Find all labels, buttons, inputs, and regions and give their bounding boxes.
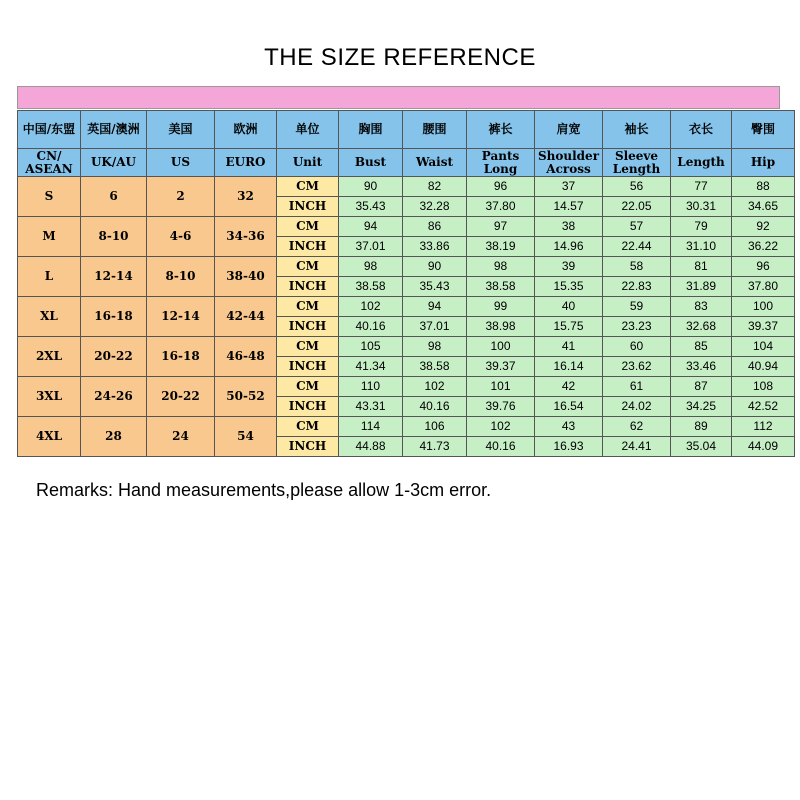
measurement-cell: 44.88	[339, 437, 403, 457]
measurement-cell: 38.19	[467, 237, 535, 257]
measurement-cell: 35.43	[339, 197, 403, 217]
measurement-cell: 37	[535, 177, 603, 197]
measurement-cell: 15.75	[535, 317, 603, 337]
measurement-cell: 23.23	[603, 317, 671, 337]
measurement-cell: 86	[403, 217, 467, 237]
size-uk-cell: 24-26	[81, 377, 147, 417]
measurement-cell: 36.22	[732, 237, 795, 257]
measurement-cell: 39.76	[467, 397, 535, 417]
header-row-cn	[18, 111, 795, 149]
size-uk-cell: 28	[81, 417, 147, 457]
size-uk-cell: 20-22	[81, 337, 147, 377]
measurement-cell: 59	[603, 297, 671, 317]
table-row	[18, 217, 795, 237]
header-cell: Pants Long	[467, 149, 535, 177]
measurement-cell: 102	[403, 377, 467, 397]
size-cn-cell: 2XL	[18, 337, 81, 377]
measurement-cell: 39.37	[732, 317, 795, 337]
measurement-cell: 22.44	[603, 237, 671, 257]
table-row	[18, 257, 795, 277]
header-cell: 袖长	[603, 111, 671, 149]
measurement-cell: 22.05	[603, 197, 671, 217]
page-title: THE SIZE REFERENCE	[264, 44, 536, 71]
size-us-cell: 8-10	[147, 257, 215, 297]
measurement-cell: 24.41	[603, 437, 671, 457]
header-cell: 英国/澳洲	[81, 111, 147, 149]
measurement-cell: 90	[403, 257, 467, 277]
measurement-cell: 44.09	[732, 437, 795, 457]
header-cell: Waist	[403, 149, 467, 177]
measurement-cell: 22.83	[603, 277, 671, 297]
size-us-cell: 4-6	[147, 217, 215, 257]
measurement-cell: 81	[671, 257, 732, 277]
measurement-cell: 77	[671, 177, 732, 197]
size-uk-cell: 8-10	[81, 217, 147, 257]
remarks-text: Remarks: Hand measurements,please allow 1-3cm error.	[36, 480, 492, 500]
measurement-cell: 62	[603, 417, 671, 437]
measurement-cell: 104	[732, 337, 795, 357]
size-euro-cell: 34-36	[215, 217, 277, 257]
measurement-cell: 40.94	[732, 357, 795, 377]
measurement-cell: 90	[339, 177, 403, 197]
measurement-cell: 100	[732, 297, 795, 317]
size-cn-cell: 4XL	[18, 417, 81, 457]
measurement-cell: 41.73	[403, 437, 467, 457]
measurement-cell: 97	[467, 217, 535, 237]
unit-cell: INCH	[277, 277, 339, 297]
header-cell: Unit	[277, 149, 339, 177]
measurement-cell: 94	[339, 217, 403, 237]
table-row	[18, 417, 795, 437]
size-cn-cell: M	[18, 217, 81, 257]
measurement-cell: 96	[732, 257, 795, 277]
measurement-cell: 94	[403, 297, 467, 317]
measurement-cell: 40.16	[339, 317, 403, 337]
size-us-cell: 24	[147, 417, 215, 457]
header-cell: CN/ ASEAN	[18, 149, 81, 177]
measurement-cell: 61	[603, 377, 671, 397]
size-cn-cell: L	[18, 257, 81, 297]
table-row	[18, 337, 795, 357]
measurement-cell: 60	[603, 337, 671, 357]
measurement-cell: 38.98	[467, 317, 535, 337]
size-euro-cell: 42-44	[215, 297, 277, 337]
header-cell: 衣长	[671, 111, 732, 149]
measurement-cell: 41.34	[339, 357, 403, 377]
header-cell: US	[147, 149, 215, 177]
unit-cell: CM	[277, 217, 339, 237]
size-us-cell: 2	[147, 177, 215, 217]
measurement-cell: 88	[732, 177, 795, 197]
measurement-cell: 37.01	[403, 317, 467, 337]
measurement-cell: 14.96	[535, 237, 603, 257]
size-uk-cell: 6	[81, 177, 147, 217]
measurement-cell: 98	[467, 257, 535, 277]
measurement-cell: 42.52	[732, 397, 795, 417]
measurement-cell: 79	[671, 217, 732, 237]
measurement-cell: 38	[535, 217, 603, 237]
measurement-cell: 14.57	[535, 197, 603, 217]
size-table	[17, 110, 795, 457]
measurement-cell: 112	[732, 417, 795, 437]
measurement-cell: 37.01	[339, 237, 403, 257]
measurement-cell: 101	[467, 377, 535, 397]
measurement-cell: 16.93	[535, 437, 603, 457]
header-cell: 胸围	[339, 111, 403, 149]
unit-cell: CM	[277, 417, 339, 437]
measurement-cell: 40.16	[403, 397, 467, 417]
header-cell: 肩宽	[535, 111, 603, 149]
unit-cell: CM	[277, 257, 339, 277]
measurement-cell: 32.28	[403, 197, 467, 217]
size-cn-cell: 3XL	[18, 377, 81, 417]
header-cell: 单位	[277, 111, 339, 149]
measurement-cell: 42	[535, 377, 603, 397]
size-uk-cell: 12-14	[81, 257, 147, 297]
measurement-cell: 35.43	[403, 277, 467, 297]
measurement-cell: 15.35	[535, 277, 603, 297]
header-row-en	[18, 149, 795, 177]
measurement-cell: 83	[671, 297, 732, 317]
measurement-cell: 85	[671, 337, 732, 357]
header-cell: 裤长	[467, 111, 535, 149]
measurement-cell: 98	[339, 257, 403, 277]
measurement-cell: 98	[403, 337, 467, 357]
unit-cell: CM	[277, 377, 339, 397]
header-cell: Length	[671, 149, 732, 177]
measurement-cell: 16.54	[535, 397, 603, 417]
measurement-cell: 102	[467, 417, 535, 437]
header-cell: 臀围	[732, 111, 795, 149]
measurement-cell: 82	[403, 177, 467, 197]
measurement-cell: 100	[467, 337, 535, 357]
measurement-cell: 33.46	[671, 357, 732, 377]
size-us-cell: 16-18	[147, 337, 215, 377]
measurement-cell: 99	[467, 297, 535, 317]
measurement-cell: 89	[671, 417, 732, 437]
table-row	[18, 297, 795, 317]
measurement-cell: 32.68	[671, 317, 732, 337]
measurement-cell: 108	[732, 377, 795, 397]
measurement-cell: 31.10	[671, 237, 732, 257]
size-uk-cell: 16-18	[81, 297, 147, 337]
header-cell: UK/AU	[81, 149, 147, 177]
size-euro-cell: 32	[215, 177, 277, 217]
header-color-bar	[17, 86, 780, 109]
header-cell: 腰围	[403, 111, 467, 149]
header-cell: Sleeve Length	[603, 149, 671, 177]
unit-cell: CM	[277, 337, 339, 357]
header-cell: EURO	[215, 149, 277, 177]
measurement-cell: 106	[403, 417, 467, 437]
unit-cell: INCH	[277, 357, 339, 377]
unit-cell: INCH	[277, 317, 339, 337]
measurement-cell: 87	[671, 377, 732, 397]
measurement-cell: 57	[603, 217, 671, 237]
measurement-cell: 38.58	[467, 277, 535, 297]
measurement-cell: 16.14	[535, 357, 603, 377]
size-cn-cell: XL	[18, 297, 81, 337]
size-euro-cell: 38-40	[215, 257, 277, 297]
size-us-cell: 12-14	[147, 297, 215, 337]
measurement-cell: 41	[535, 337, 603, 357]
measurement-cell: 34.25	[671, 397, 732, 417]
measurement-cell: 58	[603, 257, 671, 277]
measurement-cell: 24.02	[603, 397, 671, 417]
size-cn-cell: S	[18, 177, 81, 217]
header-cell: Shoulder Across	[535, 149, 603, 177]
measurement-cell: 56	[603, 177, 671, 197]
measurement-cell: 34.65	[732, 197, 795, 217]
table-row	[18, 377, 795, 397]
header-cell: 美国	[147, 111, 215, 149]
measurement-cell: 43	[535, 417, 603, 437]
unit-cell: CM	[277, 297, 339, 317]
measurement-cell: 30.31	[671, 197, 732, 217]
size-euro-cell: 54	[215, 417, 277, 457]
measurement-cell: 96	[467, 177, 535, 197]
measurement-cell: 39.37	[467, 357, 535, 377]
header-cell: 欧洲	[215, 111, 277, 149]
table-row	[18, 177, 795, 197]
size-us-cell: 20-22	[147, 377, 215, 417]
measurement-cell: 92	[732, 217, 795, 237]
measurement-cell: 38.58	[403, 357, 467, 377]
measurement-cell: 40	[535, 297, 603, 317]
header-cell: 中国/东盟	[18, 111, 81, 149]
unit-cell: INCH	[277, 237, 339, 257]
measurement-cell: 31.89	[671, 277, 732, 297]
measurement-cell: 105	[339, 337, 403, 357]
unit-cell: CM	[277, 177, 339, 197]
header-cell: Bust	[339, 149, 403, 177]
measurement-cell: 23.62	[603, 357, 671, 377]
measurement-cell: 43.31	[339, 397, 403, 417]
measurement-cell: 40.16	[467, 437, 535, 457]
unit-cell: INCH	[277, 437, 339, 457]
header-cell: Hip	[732, 149, 795, 177]
measurement-cell: 102	[339, 297, 403, 317]
measurement-cell: 39	[535, 257, 603, 277]
measurement-cell: 114	[339, 417, 403, 437]
size-euro-cell: 50-52	[215, 377, 277, 417]
measurement-cell: 35.04	[671, 437, 732, 457]
unit-cell: INCH	[277, 397, 339, 417]
measurement-cell: 38.58	[339, 277, 403, 297]
measurement-cell: 110	[339, 377, 403, 397]
measurement-cell: 37.80	[732, 277, 795, 297]
measurement-cell: 37.80	[467, 197, 535, 217]
unit-cell: INCH	[277, 197, 339, 217]
size-euro-cell: 46-48	[215, 337, 277, 377]
measurement-cell: 33.86	[403, 237, 467, 257]
